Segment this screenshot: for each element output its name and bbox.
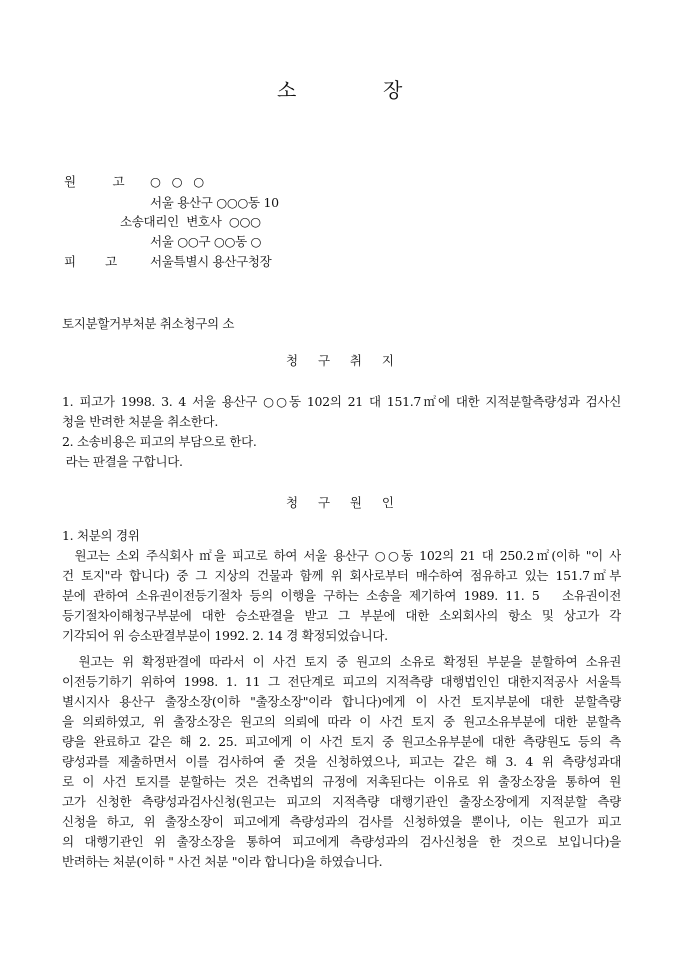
paragraph-line: 이전등기하기 위하여 1998. 1. 11 그 전단계로 피고의 지적측량 대행법인인 대한지적공사 서울특 — [62, 674, 621, 689]
paragraph-line: 별시지사 용산구 출장소장(이하 "출장소장"이라 합니다)에게 이 사건 토지부분에 대한 분할측량 — [62, 694, 621, 709]
agent: 소송대리인 변호사 ○○○ — [120, 214, 261, 229]
paragraph-line: 고가 신청한 측량성과검사신청(원고는 피고의 지적측량 대행기관인 출장소장에게 지적분할 측량 — [62, 794, 621, 809]
claim-line: 청을 반려한 처분을 취소한다. — [62, 414, 218, 429]
paragraph-line: 을 의뢰하였고, 위 출장소장은 원고의 의뢰에 따라 이 사건 토지 중 원고소유부분에 대한 분할측 — [62, 714, 621, 729]
plaintiff-name: ○ ○ ○ — [150, 174, 204, 189]
paragraph-line: 건 토지"라 합니다) 중 그 지상의 건물과 함께 위 회사로부터 매수하여 점유하고 있는 151.7㎡부 — [62, 568, 621, 583]
paragraph-line: 원고는 소외 주식회사 ㎡을 피고로 하여 서울 용산구 ○○동 102의 21 대 250.2㎡(이하 "이 사 — [62, 548, 621, 563]
title-char-1: 소 — [277, 78, 297, 102]
cause-heading: 청 구 원 인 — [286, 495, 394, 510]
case-name: 토지분할거부처분 취소청구의 소 — [62, 316, 235, 331]
paragraph-line: 량성과를 제출하면서 이를 검사하여 줄 것을 신청하였으나, 피고는 같은 해 3. 4 위 측량성과대 — [62, 754, 621, 769]
paragraph-line: 등기절차이해청구부분에 대한 승소판결을 받고 그 부분에 대한 소외회사의 항소 및 상고가 각 — [62, 608, 621, 623]
claim-line: 라는 판결을 구합니다. — [62, 454, 183, 469]
claim-line: 2. 소송비용은 피고의 부담으로 한다. — [62, 434, 257, 449]
title-char-2: 장 — [383, 78, 403, 102]
paragraph-line: 로 이 사건 토지를 분할하는 것은 건축법의 규정에 저촉된다는 이유로 위 출장소장을 통하여 원 — [62, 774, 621, 789]
paragraph-line: 기각되어 위 승소판결부분이 1992. 2. 14 경 확정되었습니다. — [62, 628, 388, 643]
cause-subheading: 1. 처분의 경위 — [62, 528, 140, 543]
paragraph-line: 의 대행기관인 위 출장소장을 통하여 피고에게 측량성과의 검사신청을 한 것으로 보입니다)을 — [62, 834, 621, 849]
agent-address: 서울 ○○구 ○○동 ○ — [150, 234, 262, 249]
defendant-label: 피 고 — [64, 254, 117, 269]
plaintiff-label: 원 고 — [64, 174, 125, 189]
paragraph-line: 량을 완료하고 같은 해 2. 25. 피고에게 이 사건 토지 중 원고소유부분에 대한 측량원도 등의 측 — [62, 734, 621, 749]
claim-line: 1. 피고가 1998. 3. 4 서울 용산구 ○○동 102의 21 대 151.7㎡에 대한 지적분할측량성과 검사신 — [62, 394, 621, 409]
plaintiff-address: 서울 용산구 ○○○동 10 — [150, 195, 279, 210]
paragraph-line: 분에 관하여 소유권이전등기절차 등의 이행을 구하는 소송을 제기하여 1989. 11. 5 소유권이전 — [62, 588, 621, 603]
defendant-name: 서울특별시 용산구청장 — [150, 254, 272, 269]
paragraph-line: 반려하는 처분(이하 " 사건 처분 "이라 합니다)을 하였습니다. — [62, 854, 383, 869]
paragraph-line: 원고는 위 확정판결에 따라서 이 사건 토지 중 원고의 소유로 확정된 부분을 분할하여 소유권 — [62, 654, 621, 669]
claim-heading: 청 구 취 지 — [286, 353, 394, 368]
paragraph-line: 신청을 하고, 위 출장소장이 피고에게 측량성과의 검사를 신청하였을 뿐이나, 이는 원고가 피고 — [62, 814, 621, 829]
